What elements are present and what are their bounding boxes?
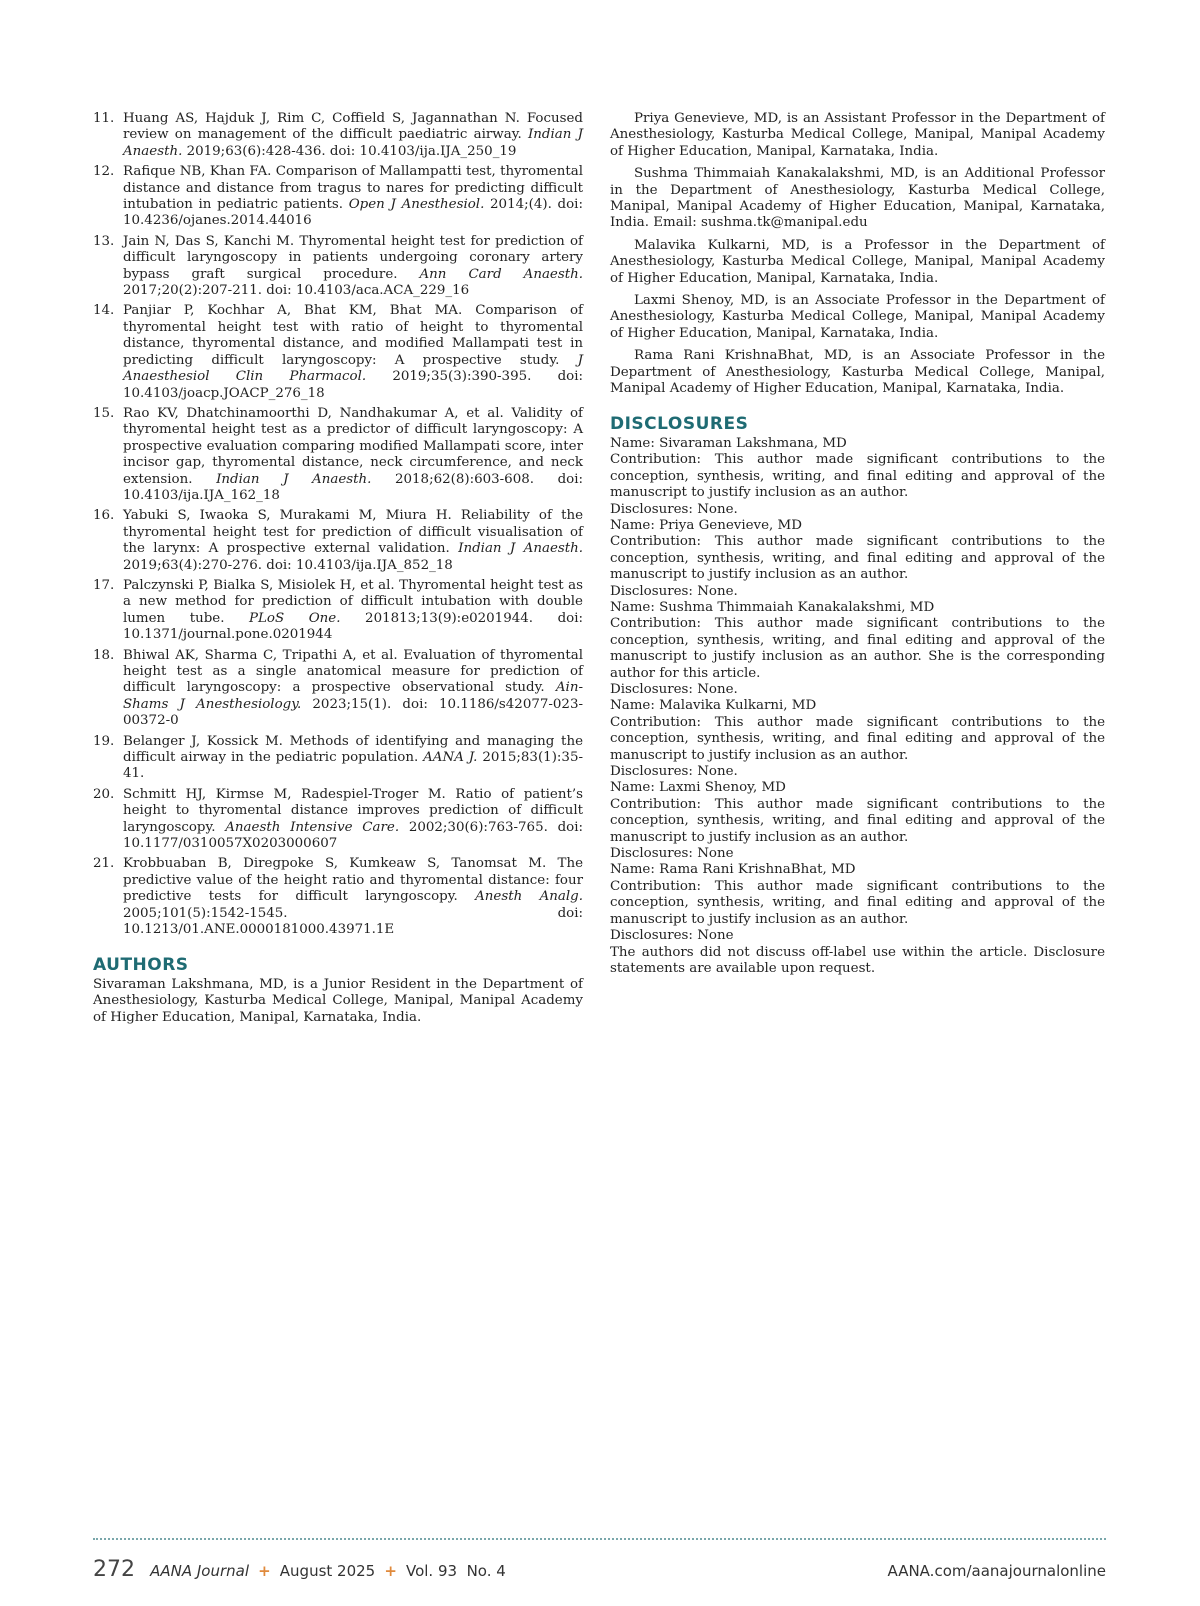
reference-authors-title: Krobbuaban B, Diregpoke S, Kumkeaw S, Tanomsat M. The predictive value of the height ratio and thyromental distance: four predictive tests for difficult laryngoscopy. — [123, 856, 583, 905]
reference-authors-title: Belanger J, Kossick M. Methods of identifying and managing the difficult airway in the pediatric population. — [123, 733, 583, 766]
reference-citation: 2019;63(4):270-276. doi: 10.4103/ija.IJA_852_18 — [123, 557, 453, 573]
authors-heading: AUTHORS — [93, 954, 189, 975]
disclosure-line: Name: Laxmi Shenoy, MD — [610, 780, 786, 796]
footer-citation — [93, 1557, 506, 1582]
reference-authors-title: Bhiwal AK, Sharma C, Tripathi A, et al. Evaluation of thyromental height test as a single anatomical measure for prediction of difficult laryngoscopy: a prospective observational study. — [123, 647, 583, 696]
reference-text — [123, 406, 583, 504]
disclosure-line: Name: Sushma Thimmaiah Kanakalakshmi, MD — [610, 599, 935, 615]
disclosure-line: Disclosures: None. — [610, 501, 738, 517]
reference-citation: 201813;13(9):e0201944. doi: 10.1371/journal.pone.0201944 — [123, 610, 583, 643]
disclosures-heading: DISCLOSURES — [610, 413, 749, 434]
reference-text — [123, 508, 583, 574]
reference-authors-title: Rao KV, Dhatchinamoorthi D, Nandhakumar A, et al. Validity of thyromental height test as a predictor of difficult laryngoscopy: A prospective evaluation comparing modified Mallampati score, inter incisor gap, thyromental distance, neck circumference, and neck extension. — [123, 405, 583, 487]
disclosure-line: Disclosures: None. — [610, 764, 738, 780]
author-bio: Malavika Kulkarni, MD, is a Professor in the Department of Anesthesiology, Kasturba Medical College, Manipal, Manipal Academy of Higher Education, Manipal, Karnataka, India. — [610, 237, 1105, 286]
disclosure-line: Name: Priya Genevieve, MD — [610, 517, 802, 533]
reference-journal: Anaesth Intensive Care. — [225, 819, 400, 835]
reference-list — [93, 111, 583, 939]
reference-authors-title: Huang AS, Hajduk J, Rim C, Coffield S, Jagannathan N. Focused review on management of the difficult paediatric airway. — [123, 111, 583, 143]
reference-authors-title: Schmitt HJ, Kirmse M, Radespiel-Troger M. Ratio of patient’s height to thyromental distance improves prediction of difficult laryngoscopy. — [123, 786, 583, 835]
reference-journal: AANA J. — [423, 750, 478, 766]
reference-citation: 2023;15(1). doi: 10.1186/s42077-023-00372-0 — [123, 696, 583, 729]
reference-item — [93, 164, 583, 230]
reference-item — [93, 508, 583, 574]
right-column — [610, 111, 1105, 977]
reference-number: 18. — [93, 647, 115, 663]
reference-authors-title: Jain N, Das S, Kanchi M. Thyromental height test for prediction of difficult laryngoscopy in patients undergoing coronary artery bypass graft surgical procedure. — [123, 233, 583, 282]
reference-item — [93, 856, 583, 938]
disclosure-line: Name: Malavika Kulkarni, MD — [610, 698, 817, 714]
disclosure-line: The authors did not discuss off-label use within the article. Disclosure statements are available upon request. — [610, 944, 1105, 976]
reference-number: 20. — [93, 786, 115, 802]
reference-item — [93, 303, 583, 401]
reference-number: 15. — [93, 405, 115, 421]
reference-text — [123, 787, 583, 853]
reference-number: 14. — [93, 303, 115, 319]
reference-journal: Indian J Anaesth. — [458, 541, 583, 557]
page-number: 272 — [93, 1557, 135, 1582]
left-column — [93, 111, 583, 1032]
disclosure-line: Contribution: This author made significant contributions to the conception, synthesis, writing, and final editing and approval of the manuscript to justify inclusion as an author. — [610, 714, 1105, 763]
author-bio: Laxmi Shenoy, MD, is an Associate Professor in the Department of Anesthesiology, Kasturba Medical College, Manipal, Manipal Academy of Higher Education, Manipal, Karnataka, India. — [610, 293, 1105, 341]
reference-text — [123, 856, 583, 938]
reference-journal: Indian J Anaesth. — [123, 127, 583, 159]
volume-issue: Vol. 93 No. 4 — [405, 1562, 506, 1580]
reference-number: 19. — [93, 733, 115, 749]
reference-text — [123, 578, 583, 644]
issue-date: August 2025 — [279, 1562, 376, 1580]
reference-number: 11. — [93, 111, 115, 126]
reference-text — [123, 303, 583, 401]
reference-number: 12. — [93, 164, 115, 180]
reference-item — [93, 734, 583, 783]
reference-citation: 2005;101(5):1542-1545. doi: 10.1213/01.ANE.0000181000.43971.1E — [123, 905, 583, 938]
disclosure-line: Contribution: This author made significant contributions to the conception, synthesis, writing, and final editing and approval of the manuscript to justify inclusion as an author. — [610, 878, 1105, 927]
reference-citation: 2002;30(6):763-765. doi: 10.1177/0310057X0203000607 — [123, 819, 583, 852]
disclosure-line: Contribution: This author made significant contributions to the conception, synthesis, writing, and final editing and approval of the manuscript to justify inclusion as an author. She is the corresponding author for this article. — [610, 616, 1105, 681]
reference-authors-title: Panjiar P, Kochhar A, Bhat KM, Bhat MA. Comparison of thyromental height test with ratio of height to thyromental distance, thyromental distance, and modified Mallampati test in predicting difficult laryngoscopy: A prospective study. — [123, 303, 583, 368]
reference-text — [123, 648, 583, 730]
reference-authors-title: Yabuki S, Iwaoka S, Murakami M, Miura H. Reliability of the thyromental height test for prediction of difficult visualisation of the larynx: A prospective external validation. — [123, 508, 583, 557]
reference-citation: 2015;83(1):35-41. — [123, 750, 583, 782]
reference-number: 17. — [93, 577, 115, 593]
reference-authors-title: Rafique NB, Khan FA. Comparison of Mallampatti test, thyromental distance and distance from tragus to nares for predicting difficult intubation in pediatric patients. — [123, 164, 583, 213]
reference-journal: Anesth Analg. — [475, 889, 583, 905]
reference-text — [123, 111, 583, 160]
reference-journal: PLoS One. — [249, 610, 341, 626]
page-footer — [93, 1552, 1106, 1582]
reference-item — [93, 406, 583, 504]
disclosure-line: Contribution: This author made significant contributions to the conception, synthesis, writing, and final editing and approval of the manuscript to justify inclusion as an author. — [610, 796, 1105, 845]
author-bio: Priya Genevieve, MD, is an Assistant Professor in the Department of Anesthesiology, Kasturba Medical College, Manipal, Manipal Academy of Higher Education, Manipal, Karnataka, India. — [610, 111, 1105, 159]
author-bio: Sushma Thimmaiah Kanakalakshmi, MD, is an Additional Professor in the Department of Anesthesiology, Kasturba Medical College, Manipal, Manipal Academy of Higher Education, Manipal, Karnataka, India. Email: sushma.tk@manipal.edu — [610, 166, 1105, 231]
disclosure-line: Contribution: This author made significant contributions to the conception, synthesis, writing, and final editing and approval of the manuscript to justify inclusion as an author. — [610, 534, 1105, 583]
reference-text — [123, 164, 583, 230]
journal-url[interactable]: AANA.com/aanajournalonline — [887, 1562, 1106, 1580]
disclosures-list — [610, 436, 1105, 977]
reference-journal: Indian J Anaesth. — [216, 471, 372, 487]
reference-text — [123, 234, 583, 300]
disclosure-line: Contribution: This author made significant contributions to the conception, synthesis, writing, and final editing and approval of the manuscript to justify inclusion as an author. — [610, 452, 1105, 501]
author-bio: Sivaraman Lakshmana, MD, is a Junior Resident in the Department of Anesthesiology, Kasturba Medical College, Manipal, Manipal Academy of Higher Education, Manipal, Karnataka, India. — [93, 976, 583, 1025]
plus-separator-icon: + — [258, 1562, 271, 1580]
reference-citation: 2019;63(6):428-436. doi: 10.4103/ija.IJA_250_19 — [182, 143, 517, 159]
reference-journal: Ann Card Anaesth. — [419, 266, 583, 282]
reference-citation: 2019;35(3):390-395. doi: 10.4103/joacp.JOACP_276_18 — [123, 369, 583, 401]
author-bio: Rama Rani KrishnaBhat, MD, is an Associate Professor in the Department of Anesthesiology, Kasturba Medical College, Manipal, Manipal Academy of Higher Education, Manipal, Karnataka, India. — [610, 348, 1105, 397]
reference-item — [93, 111, 583, 160]
disclosure-line: Disclosures: None. — [610, 682, 738, 697]
disclosure-line: Name: Sivaraman Lakshmana, MD — [610, 435, 847, 451]
disclosure-line: Disclosures: None — [610, 928, 734, 944]
reference-text — [123, 734, 583, 783]
footer-divider — [93, 1538, 1106, 1540]
reference-item — [93, 648, 583, 730]
reference-citation: 2014;(4). doi: 10.4236/ojanes.2014.44016 — [123, 197, 583, 229]
plus-separator-icon: + — [384, 1562, 397, 1580]
disclosure-line: Disclosures: None — [610, 846, 734, 862]
reference-item — [93, 578, 583, 644]
reference-journal: Open J Anesthesiol. — [348, 197, 485, 213]
reference-item — [93, 787, 583, 853]
reference-journal: J Anaesthesiol Clin Pharmacol. — [123, 352, 583, 385]
reference-authors-title: Palczynski P, Bialka S, Misiolek H, et al. Thyromental height test as a new method for prediction of difficult intubation with double lumen tube. — [123, 577, 583, 626]
reference-number: 16. — [93, 508, 115, 524]
reference-number: 21. — [93, 856, 115, 872]
reference-citation: 2017;20(2):207-211. doi: 10.4103/aca.ACA_229_16 — [123, 283, 470, 299]
reference-item — [93, 234, 583, 300]
reference-number: 13. — [93, 233, 115, 249]
reference-journal: Ain-Shams J Anesthesiology. — [123, 680, 583, 712]
journal-name: AANA Journal — [150, 1562, 250, 1580]
author-bio-list — [610, 111, 1105, 398]
disclosure-line: Disclosures: None. — [610, 583, 738, 599]
reference-citation: 2018;62(8):603-608. doi: 10.4103/ija.IJA_162_18 — [123, 471, 584, 503]
disclosure-line: Name: Rama Rani KrishnaBhat, MD — [610, 862, 856, 878]
